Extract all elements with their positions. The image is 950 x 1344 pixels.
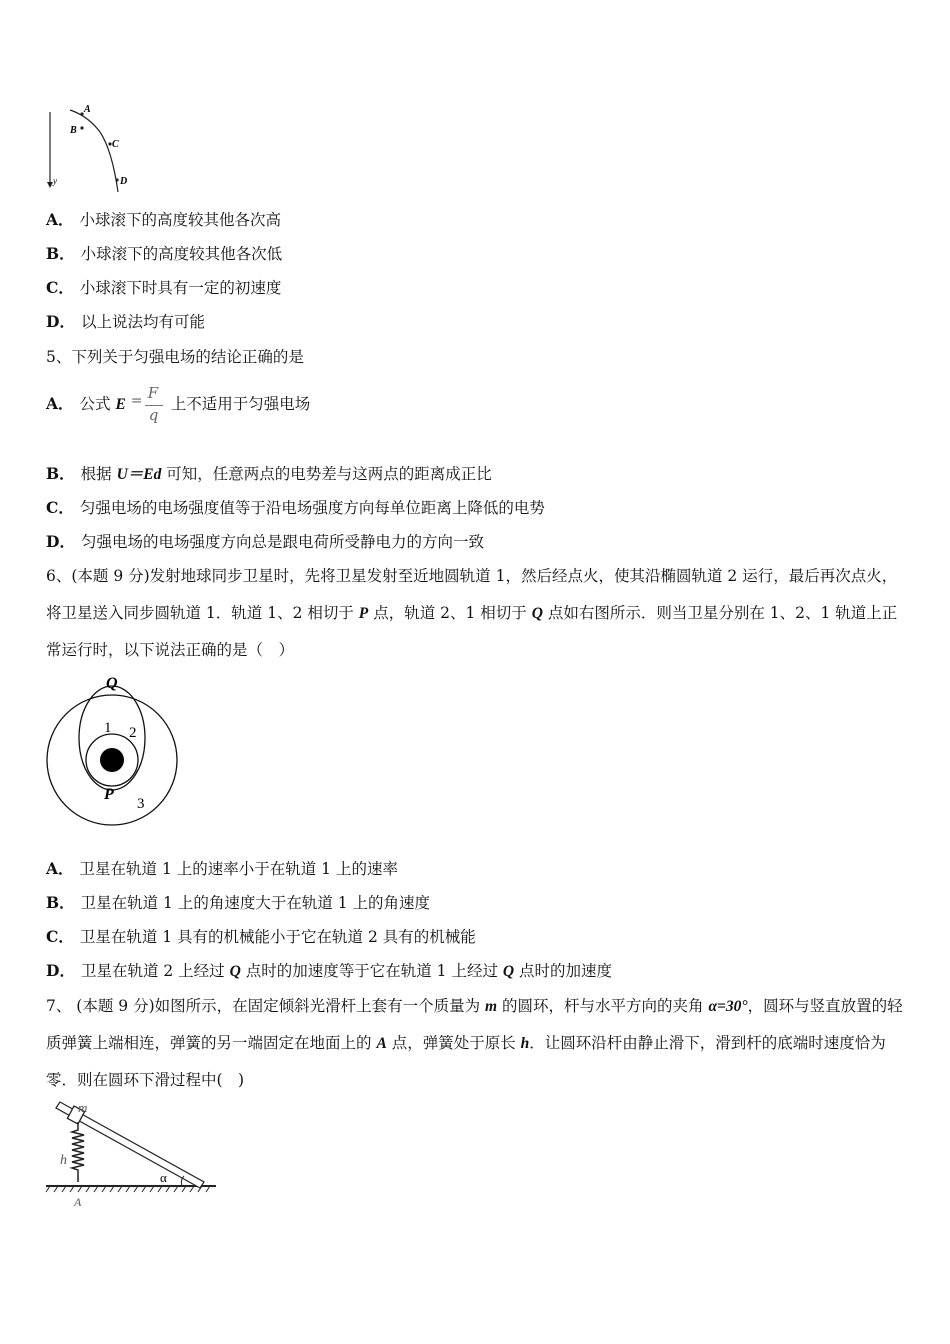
label-h: h — [60, 1153, 67, 1168]
formula-denominator: q — [148, 406, 159, 424]
label-b: B — [70, 125, 77, 136]
incline-spring-figure — [44, 1098, 220, 1210]
q4-option-a: A． 小球滚下的高度较其他各次高 — [46, 210, 282, 229]
label-y: y — [53, 176, 57, 186]
formula-numerator: F — [147, 384, 159, 402]
label-c: C — [112, 139, 119, 150]
q4-option-d: D． 以上说法均有可能 — [46, 312, 205, 331]
trajectory-figure — [40, 98, 140, 198]
label-a: A — [84, 104, 91, 115]
point-d — [115, 178, 118, 181]
earth — [100, 748, 124, 772]
label-a: A — [74, 1195, 82, 1209]
q6-option-d: D． 卫星在轨道 2 上经过 Q 点时的加速度等于它在轨道 1 上经过 Q 点时的加速度 — [46, 961, 613, 980]
label-q: Q — [106, 675, 118, 692]
q6-stem: 6、(本题 9 分)发射地球同步卫星时，先将卫星发射至近地圆轨道 1，然后经点火，使其沿椭圆轨道 2 运行，最后再次点火，将卫星送入同步圆轨道 1．轨道 1、2 相切于 P 点，轨道 2、1 相切于 Q 点如右图所示．则当卫星分别在 1、2、1 轨道上正常运行时，以下说法正确的是（ ） — [46, 567, 898, 659]
q4-option-b: B． 小球滚下的高度较其他各次低 — [46, 244, 283, 263]
trajectory-curve — [70, 110, 118, 192]
q5-option-b: B． 根据 U＝Ed 可知，任意两点的电势差与这两点的距离成正比 — [46, 464, 492, 483]
q4-option-c: C． 小球滚下时具有一定的初速度 — [46, 278, 282, 297]
label-m: m — [78, 1100, 88, 1115]
q5-stem: 5、下列关于匀强电场的结论正确的是 — [46, 348, 304, 366]
orbit-figure — [40, 670, 190, 830]
q6-option-a: A． 卫星在轨道 1 上的速率小于在轨道 1 上的速率 — [46, 859, 398, 878]
formula-fraction — [131, 383, 171, 427]
label-orbit-3: 3 — [137, 796, 145, 812]
label-orbit-2: 2 — [129, 725, 137, 741]
point-b — [80, 126, 83, 129]
q6-option-b: B． 卫星在轨道 1 上的角速度大于在轨道 1 上的角速度 — [46, 893, 431, 912]
label-orbit-1: 1 — [104, 720, 112, 736]
formula-equals: = — [130, 393, 143, 409]
label-d: D — [120, 176, 128, 187]
q5-option-d: D． 匀强电场的电场强度方向总是跟电荷所受静电力的方向一致 — [46, 532, 484, 551]
label-alpha: α — [160, 1170, 167, 1185]
spring — [72, 1122, 84, 1182]
q5-option-c: C． 匀强电场的电场强度值等于沿电场强度方向每单位距离上降低的电势 — [46, 498, 545, 517]
q6-option-c: C． 卫星在轨道 1 具有的机械能小于它在轨道 2 具有的机械能 — [46, 927, 476, 946]
formula-u-ed: U＝Ed — [116, 466, 162, 483]
q7-stem: 7、 (本题 9 分)如图所示，在固定倾斜光滑杆上套有一个质量为 m 的圆环，杆与水平方向的夹角 α=30°，圆环与竖直放置的轻质弹簧上端相连，弹簧的另一端固定在地面上的 A 点，弹簧处于原长 h．让圆环沿杆由静止滑下，滑到杆的底端时速度恰为零．则在圆环下滑过程中( ) — [46, 997, 903, 1089]
label-p: P — [104, 786, 114, 803]
q5-option-a: A． 公式 E = F q 上不适用于匀强电场 — [46, 380, 310, 429]
formula-e-var: E — [115, 396, 126, 413]
